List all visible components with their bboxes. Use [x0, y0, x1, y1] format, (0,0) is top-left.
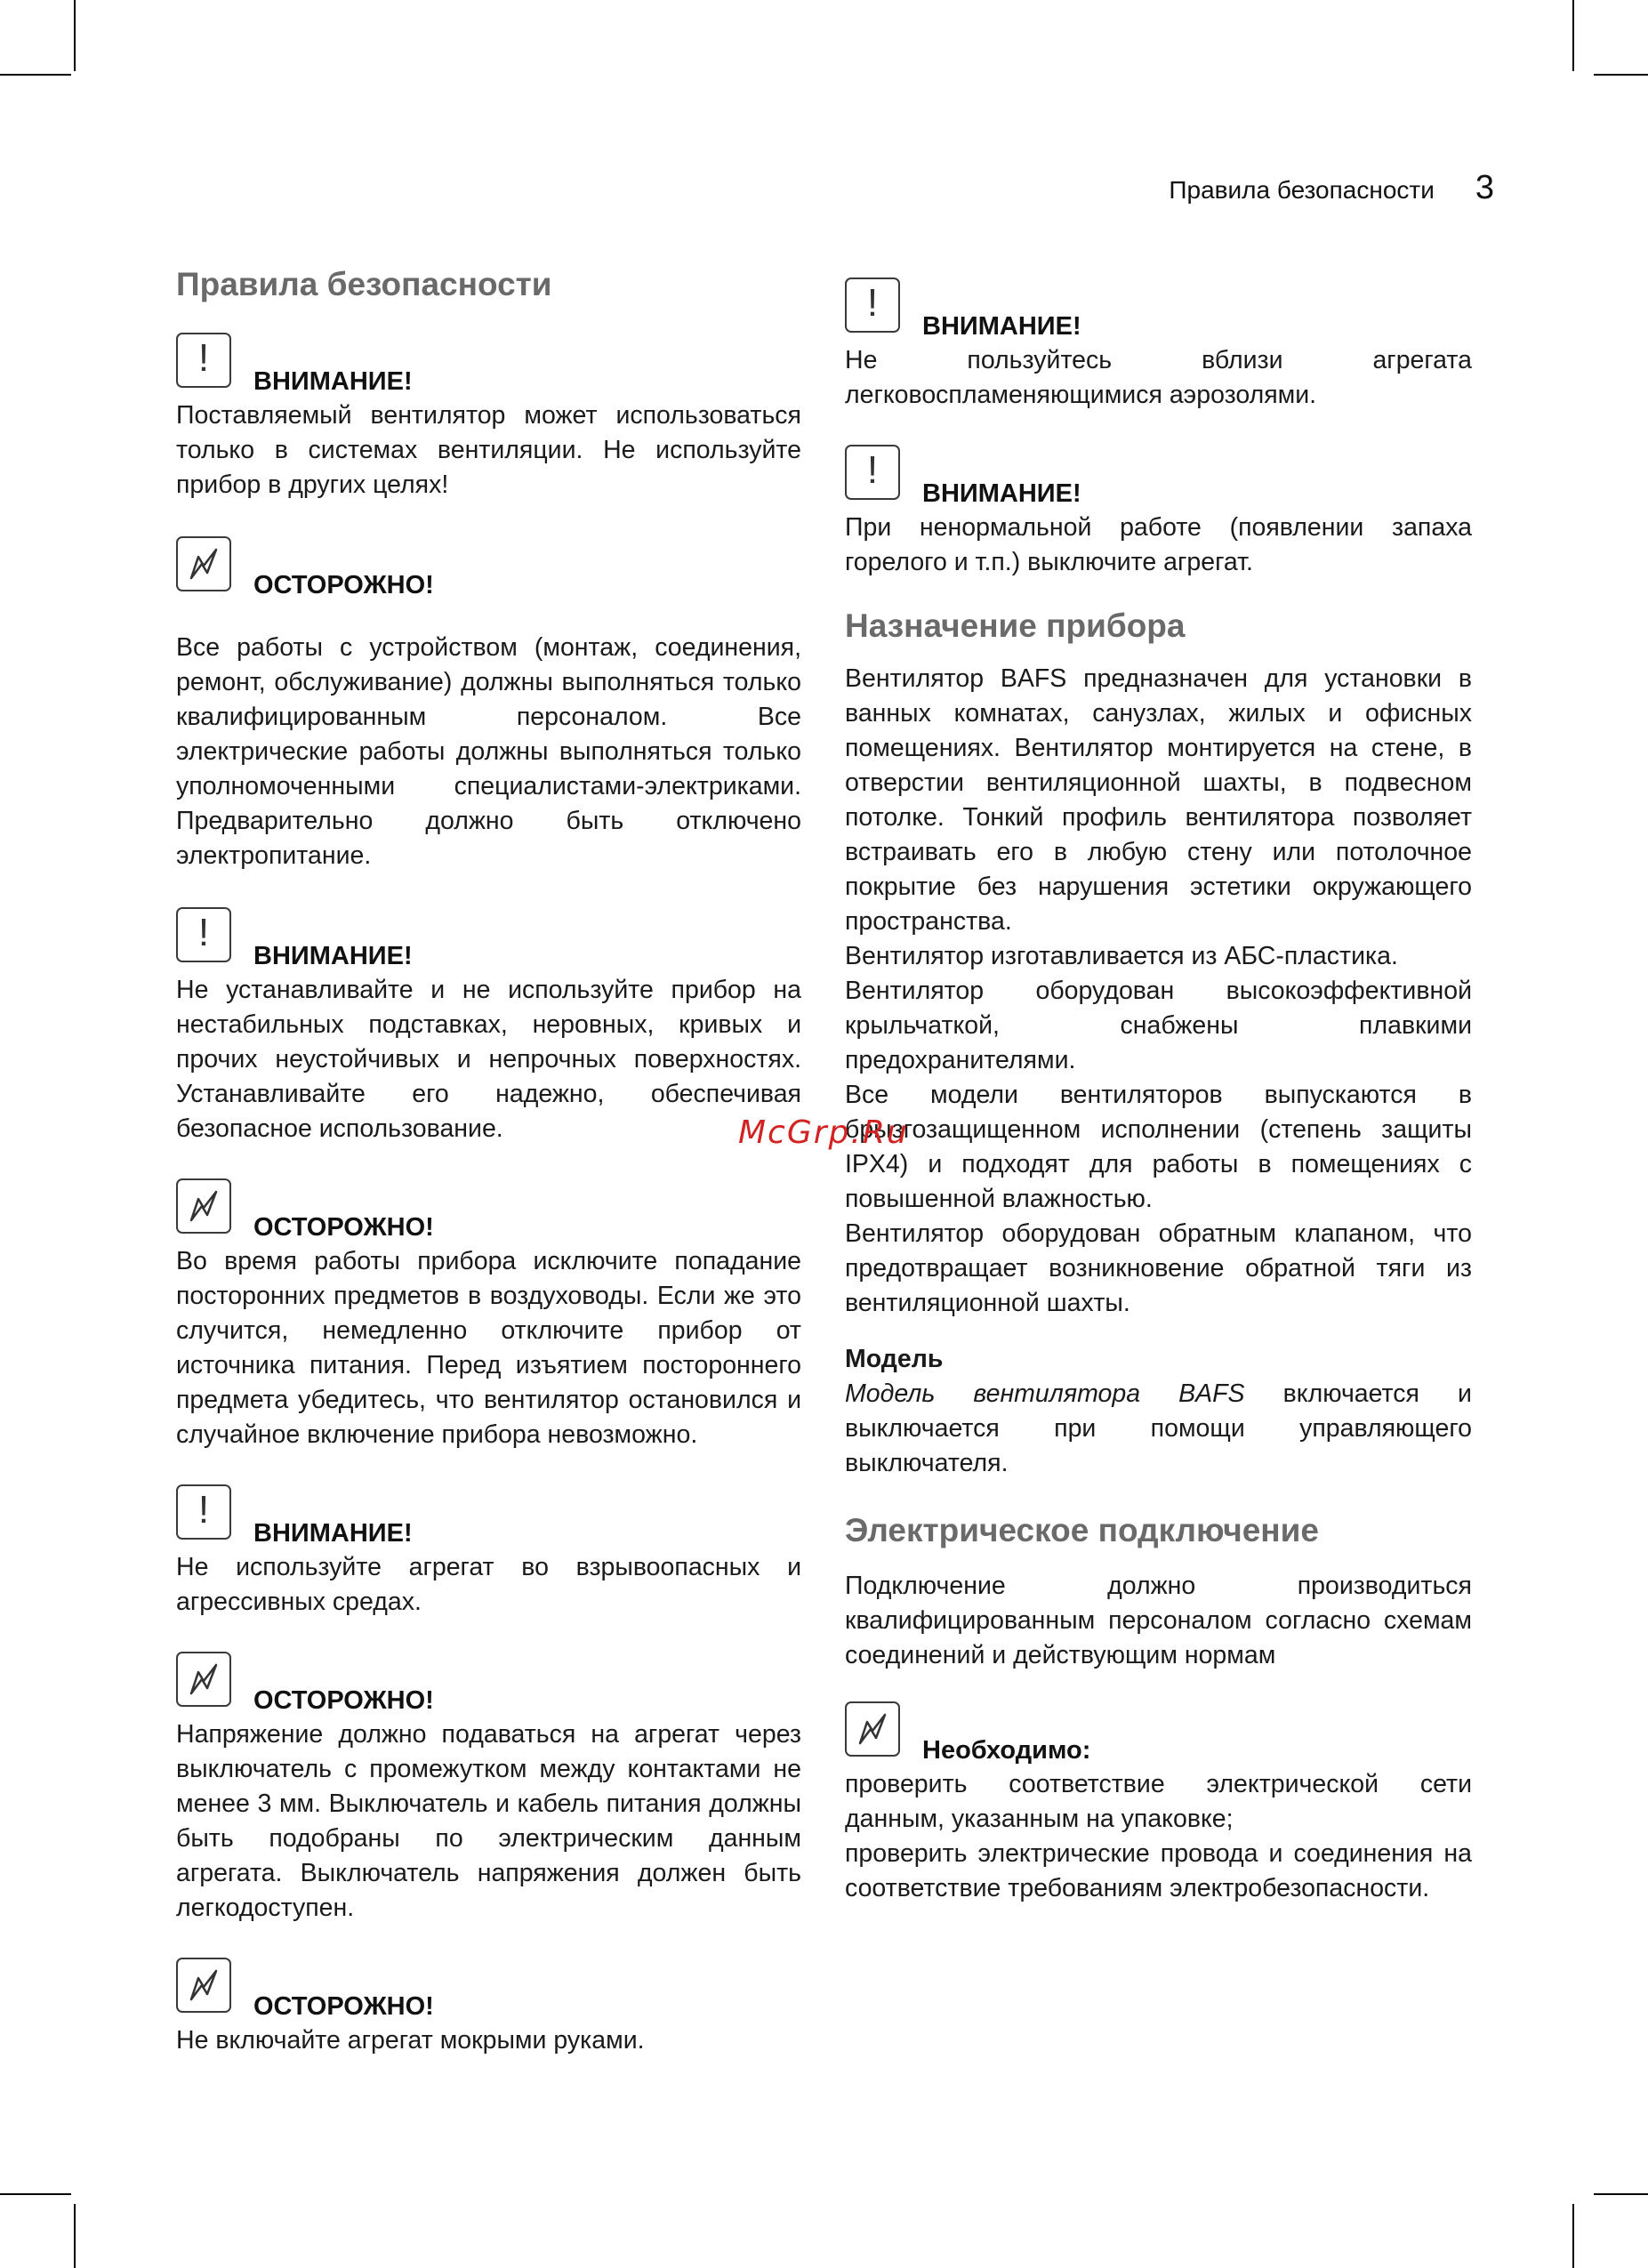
- lightning-icon: [845, 1701, 900, 1757]
- notice-title: ВНИМАНИЕ!: [253, 1519, 413, 1548]
- exclamation-icon: !: [845, 445, 900, 500]
- model-description: включается и выключается при помощи управляющего выключателя.: [845, 1379, 1472, 1478]
- notice-title: ОСТОРОЖНО!: [253, 1686, 434, 1716]
- running-header: [1169, 169, 1494, 207]
- notice-attention: [845, 445, 1472, 580]
- notice-title: ВНИМАНИЕ!: [922, 312, 1081, 341]
- notice-text: Не используйте агрегат во взрывоопасных и агрессивных средах.: [176, 1553, 801, 1617]
- crop-mark: [1594, 74, 1648, 76]
- notice-title: Необходимо:: [922, 1735, 1091, 1765]
- purpose-paragraph: Вентилятор BAFS предназначен для установки в ванных комнатах, санузлах, жилых и офисных помещениях. Вентилятор монтируется на стене, в отверстии вентиляционной шахты, в подвесном потолке. Тонкий профиль вентилятора позволяет встраивать его в любую стену или потолочное покрытие без нарушения эстетики окружающего пространства.: [845, 664, 1472, 937]
- notice-attention: [176, 333, 801, 503]
- notice-attention: [176, 907, 801, 1146]
- lightning-icon: [176, 1652, 231, 1707]
- notice-caution: [176, 536, 801, 873]
- notice-text: Поставляемый вентилятор может использоваться только в системах вентиляции. Не используйте прибор в других целях!: [176, 401, 801, 500]
- right-column: [845, 277, 1472, 1906]
- purpose-paragraph: Вентилятор оборудован высокоэффективной крыльчаткой, снабжены плавкими предохранителями.: [845, 977, 1472, 1075]
- exclamation-icon: !: [176, 1484, 231, 1540]
- watermark: McGrp.Ru: [738, 1114, 909, 1151]
- notice-text: Не включайте агрегат мокрыми руками.: [176, 2026, 645, 2055]
- electrical-text: Подключение должно производиться квалифицированным персоналом согласно схемам соединений и действующим нормам: [845, 1571, 1472, 1669]
- crop-mark: [1572, 0, 1574, 71]
- notice-title: ОСТОРОЖНО!: [253, 1213, 434, 1243]
- purpose-paragraph: Все модели вентиляторов выпускаются в брызгозащищенном исполнении (степень защиты IPX4) и подходят для работы в помещениях с повышенной влажностью.: [845, 1081, 1472, 1214]
- notice-text: Не устанавливайте и не используйте прибор на нестабильных подставках, неровных, кривых и прочих неустойчивых и непрочных поверхностях. Устанавливайте его надежно, обеспечивая безопасное использование.: [176, 976, 801, 1144]
- section-heading-electrical: Электрическое подключение: [845, 1512, 1319, 1549]
- requirement-item: проверить соответствие электрической сети данным, указанным на упаковке;: [845, 1769, 1472, 1833]
- notice-title: ОСТОРОЖНО!: [253, 571, 434, 600]
- crop-mark: [74, 0, 76, 71]
- crop-mark: [0, 74, 71, 76]
- page-number: 3: [1475, 169, 1494, 206]
- model-block: [845, 1342, 1472, 1481]
- notice-title: ВНИМАНИЕ!: [253, 942, 413, 971]
- model-title: Модель: [845, 1345, 944, 1374]
- notice-attention: [845, 277, 1472, 413]
- lightning-icon: [176, 536, 231, 591]
- notice-title: ВНИМАНИЕ!: [922, 479, 1081, 508]
- purpose-body: [845, 662, 1472, 1321]
- section-heading-safety: Правила безопасности: [176, 266, 552, 302]
- crop-mark: [1594, 2193, 1648, 2195]
- notice-caution: [176, 1178, 801, 1452]
- notice-caution: [176, 1652, 801, 1926]
- crop-mark: [74, 2204, 76, 2268]
- notice-text: Все работы с устройством (монтаж, соединения, ремонт, обслуживание) должны выполняться только квалифицированным персоналом. Все электрические работы должны выполняться только уполномоченными специалистами-электриками. Предварительно должно быть отключено электропитание.: [176, 633, 801, 871]
- left-column: [176, 265, 801, 2058]
- running-title: Правила безопасности: [1169, 176, 1435, 204]
- notice-text: Во время работы прибора исключите попадание посторонних предметов в воздуховоды. Если же это случится, немедленно отключите прибор от источника питания. Перед изъятием постороннего предмета убедитесь, что вентилятор остановился и случайное включение прибора невозможно.: [176, 1247, 801, 1450]
- exclamation-icon: !: [845, 277, 900, 333]
- model-name: Модель вентилятора BAFS: [845, 1379, 1245, 1409]
- notice-required: [845, 1701, 1472, 1906]
- lightning-icon: [176, 1958, 231, 2013]
- notice-title: ОСТОРОЖНО!: [253, 1992, 434, 2022]
- crop-mark: [0, 2193, 71, 2195]
- exclamation-icon: !: [176, 333, 231, 388]
- notice-attention: [176, 1484, 801, 1620]
- notice-text: Не пользуйтесь вблизи агрегата легковоспламеняющимися аэрозолями.: [845, 346, 1472, 409]
- model-text: [845, 1377, 1472, 1481]
- exclamation-icon: !: [176, 907, 231, 962]
- notice-caution: [176, 1958, 801, 2058]
- notice-title: ВНИМАНИЕ!: [253, 367, 413, 397]
- lightning-icon: [176, 1178, 231, 1234]
- crop-mark: [1572, 2204, 1574, 2268]
- purpose-paragraph: Вентилятор оборудован обратным клапаном, что предотвращает возникновение обратной тяги из вентиляционной шахты.: [845, 1219, 1472, 1318]
- notice-text: Напряжение должно подаваться на агрегат через выключатель с промежутком между контактами не менее 3 мм. Выключатель и кабель питания должны быть подобраны по электрическим данным агрегата. Выключатель напряжения должен быть легкодоступен.: [176, 1720, 801, 1923]
- notice-text: При ненормальной работе (появлении запаха горелого и т.п.) выключите агрегат.: [845, 513, 1472, 576]
- section-heading-purpose: Назначение прибора: [845, 607, 1186, 644]
- requirement-item: проверить электрические провода и соединения на соответствие требованиям электробезопасности.: [845, 1838, 1472, 1902]
- purpose-paragraph: Вентилятор изготавливается из АБС-пластика.: [845, 942, 1398, 971]
